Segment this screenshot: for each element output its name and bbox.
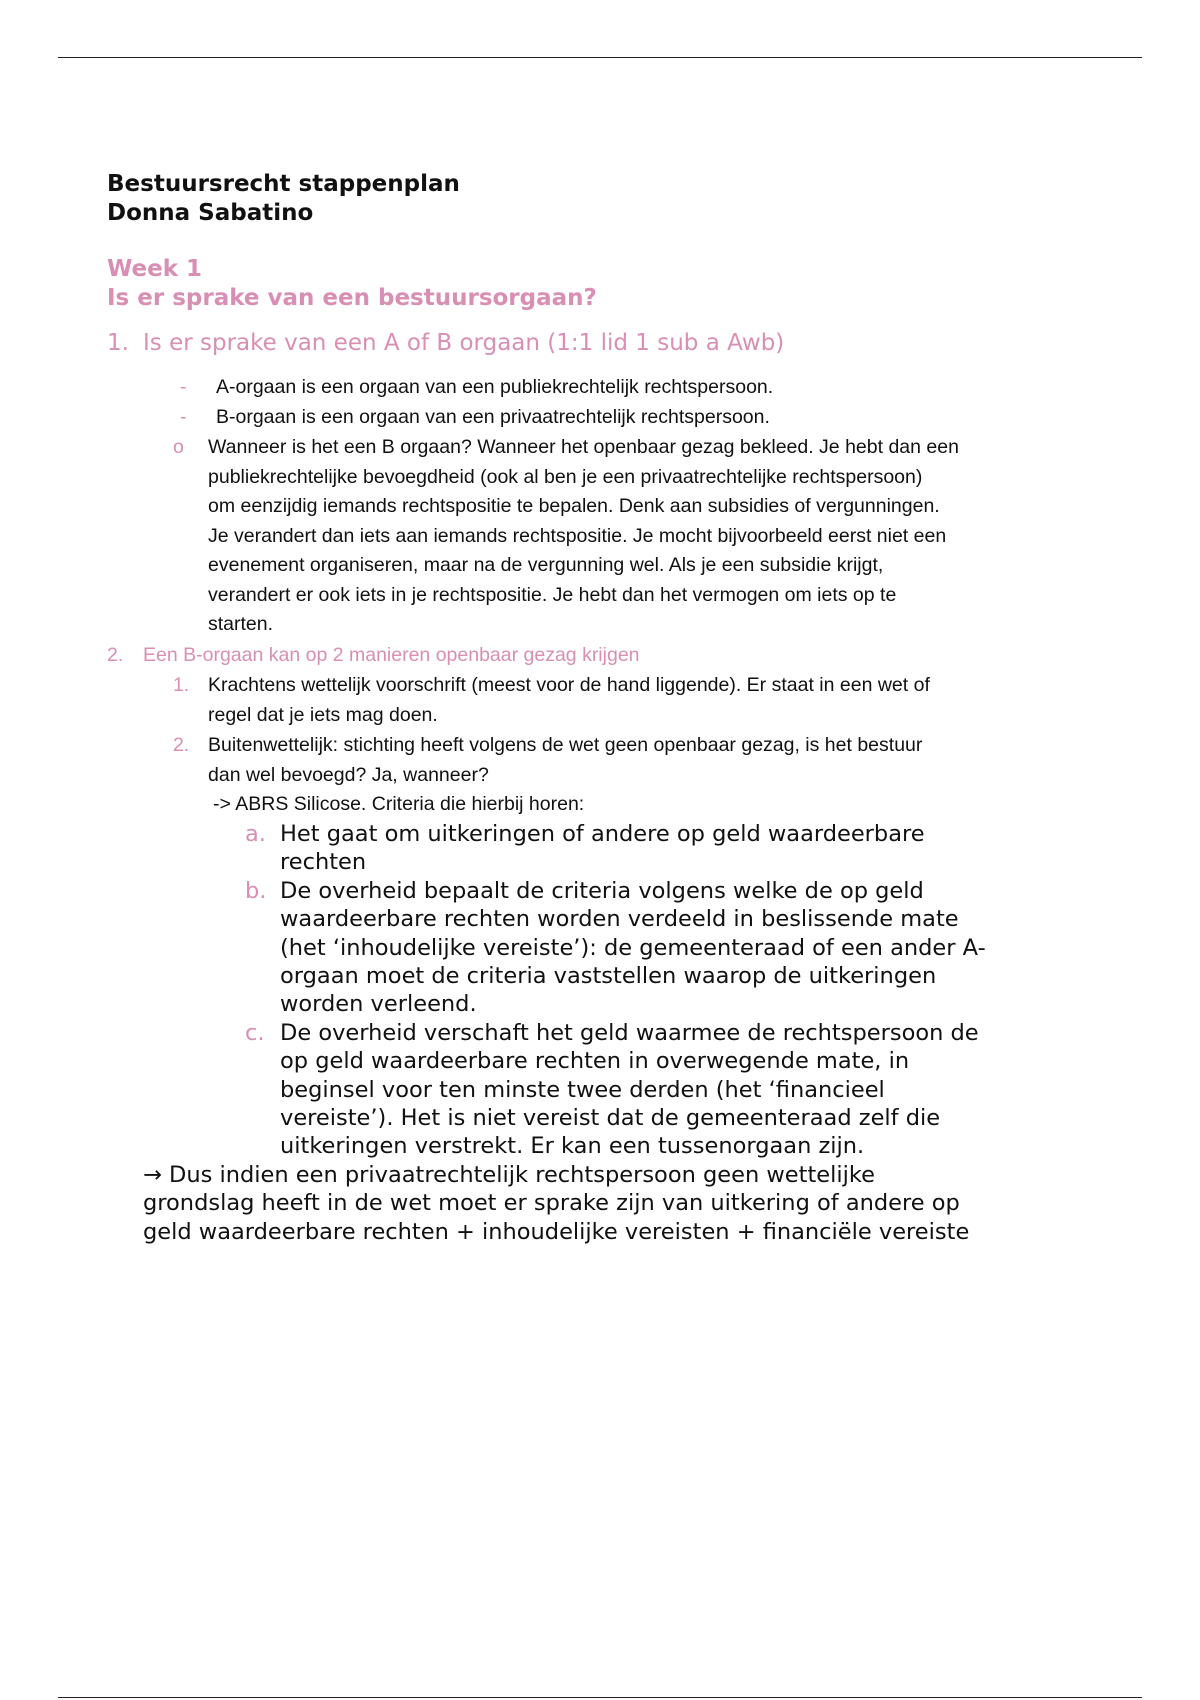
text-line: evenement organiseren, maar na de vergunning wel. Als je een subsidie krijgt, <box>208 554 884 576</box>
bullet-text: A-orgaan is een orgaan van een publiekrechtelijk rechtspersoon. <box>216 376 774 398</box>
week-heading: Week 1 <box>107 256 203 282</box>
text-line: op geld waardeerbare rechten in overwegende mate, in <box>280 1048 910 1075</box>
text-line: geld waardeerbare rechten + inhoudelijke vereisten + financiële vereiste <box>143 1218 970 1245</box>
text-line: De overheid verschaft het geld waarmee de rechtspersoon de <box>280 1020 979 1046</box>
sub-list-text <box>208 731 922 790</box>
bullet-marker: - <box>180 376 187 398</box>
list-item-1 <box>107 330 784 356</box>
conclusion <box>143 1161 969 1246</box>
text-line: Je verandert dan iets aan iemands rechtspositie. Je mocht bijvoorbeeld eerst niet een <box>208 524 947 547</box>
sub-bullet-text <box>208 433 1068 640</box>
text-line: beginsel voor ten minste twee derden (het ‘financieel <box>280 1076 885 1103</box>
criteria-marker: b. <box>245 878 267 904</box>
text-line: (het ‘inhoudelijke vereiste’): de gemeenteraad of een ander A- <box>280 934 986 961</box>
criteria-marker: a. <box>245 821 266 847</box>
list-item-2-number: 2. <box>107 644 124 666</box>
text-line: rechten <box>280 849 367 876</box>
sub-list-number: 2. <box>173 734 190 756</box>
abrs-line: -> ABRS Silicose. Criteria die hierbij horen: <box>213 793 585 815</box>
criteria-text <box>280 820 925 877</box>
text-line: Krachtens wettelijk voorschrift (meest voor de hand liggende). Er staat in een wet of <box>208 674 930 696</box>
text-line: worden verleend. <box>280 991 477 1018</box>
text-line: Het gaat om uitkeringen of andere op geld waardeerbare <box>280 821 925 847</box>
sub-bullet-marker: o <box>173 436 184 458</box>
text-line: grondslag heeft in de wet moet er sprake zijn van uitkering of andere op <box>143 1190 960 1217</box>
text-line: Wanneer is het een B orgaan? Wanneer het openbaar gezag bekleed. Je hebt dan een <box>208 436 959 458</box>
text-line: publiekrechtelijke bevoegdheid (ook al ben je een privaatrechtelijke rechtspersoon) <box>208 465 923 488</box>
text-line: Buitenwettelijk: stichting heeft volgens de wet geen openbaar gezag, is het bestuur <box>208 734 923 756</box>
bottom-rule <box>58 1697 1142 1698</box>
text-line: De overheid bepaalt de criteria volgens welke de op geld <box>280 878 924 904</box>
list-item-1-text: Is er sprake van een A of B orgaan (1:1 lid 1 sub a Awb) <box>143 330 785 356</box>
question-heading: Is er sprake van een bestuursorgaan? <box>107 285 597 311</box>
list-item-1-number: 1. <box>107 330 129 356</box>
text-line: dan wel bevoegd? Ja, wanneer? <box>208 763 489 786</box>
text-line: verandert er ook iets in je rechtspositie. Je hebt dan het vermogen om iets op te <box>208 583 897 606</box>
sub-list-text <box>208 671 930 730</box>
text-line: → Dus indien een privaatrechtelijk rechtspersoon geen wettelijke <box>143 1162 875 1188</box>
list-item-2-text: Een B-orgaan kan op 2 manieren openbaar gezag krijgen <box>143 644 640 666</box>
criteria-text <box>280 1019 979 1160</box>
sub-list-number: 1. <box>173 674 190 696</box>
criteria-text <box>280 877 986 1018</box>
text-line: om eenzijdig iemands rechtspositie te bepalen. Denk aan subsidies of vergunningen. <box>208 495 940 517</box>
document-body <box>107 170 1067 1245</box>
document-author: Donna Sabatino <box>107 200 314 226</box>
text-line: uitkeringen verstrekt. Er kan een tussenorgaan zijn. <box>280 1133 865 1160</box>
text-line: vereiste’). Het is niet vereist dat de gemeenteraad zelf die <box>280 1104 941 1131</box>
top-rule <box>58 57 1142 58</box>
text-line: starten. <box>208 613 274 635</box>
document-title: Bestuursrecht stappenplan <box>107 171 460 197</box>
text-line: orgaan moet de criteria vaststellen waarop de uitkeringen <box>280 962 937 989</box>
bullet-text: B-orgaan is een orgaan van een privaatrechtelijk rechtspersoon. <box>216 406 770 428</box>
bullet-marker: - <box>180 406 187 428</box>
text-line: waardeerbare rechten worden verdeeld in beslissende mate <box>280 906 959 933</box>
criteria-marker: c. <box>245 1020 265 1046</box>
text-line: regel dat je iets mag doen. <box>208 703 438 726</box>
